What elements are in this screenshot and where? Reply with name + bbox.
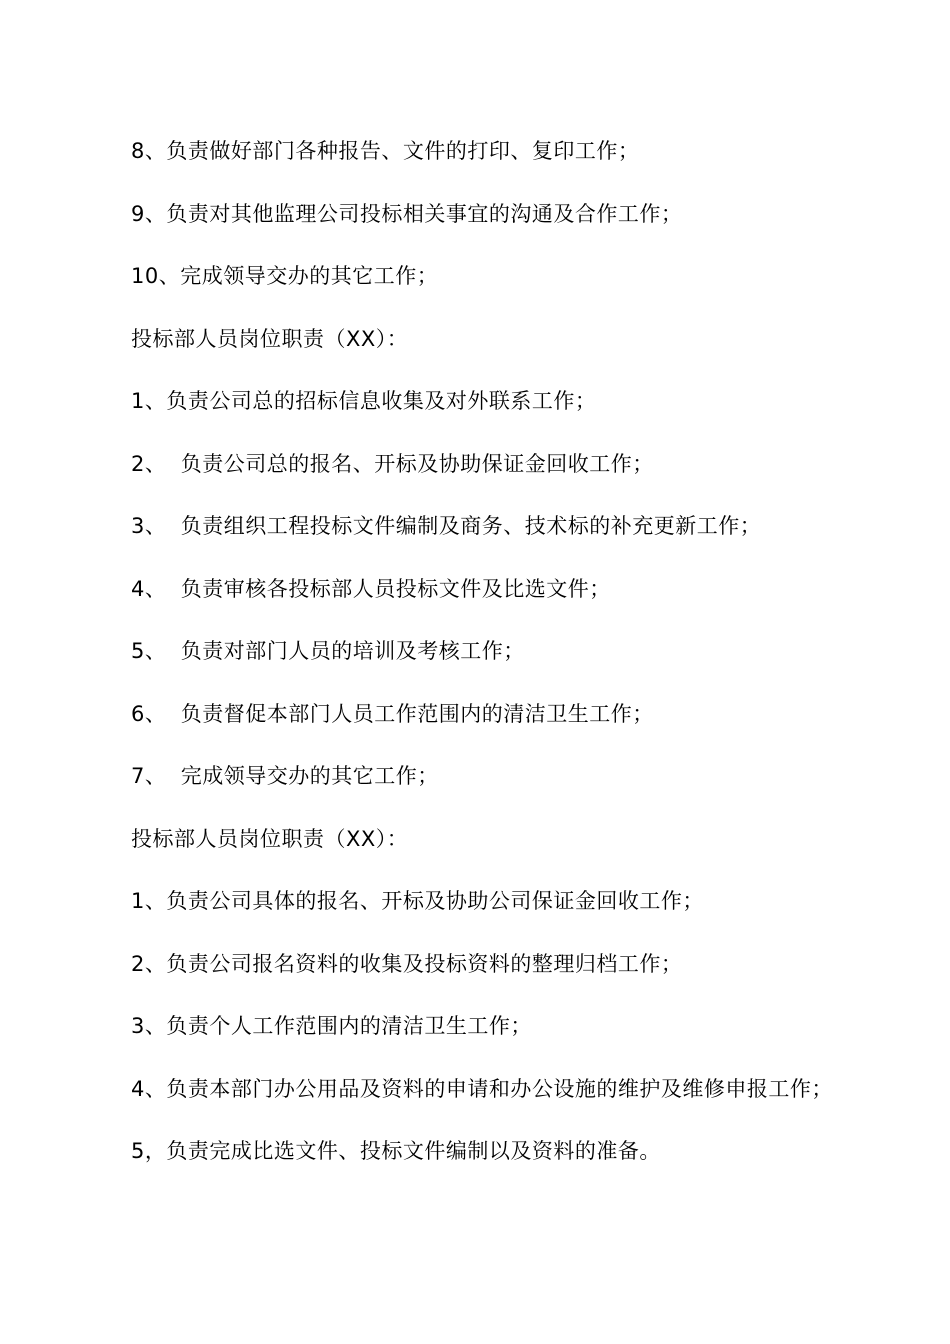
- text-line: 3、 负责组织工程投标文件编制及商务、技术标的补充更新工作；: [131, 514, 762, 538]
- text-line: 2、负责公司报名资料的收集及投标资料的整理归档工作；: [131, 951, 683, 976]
- text-line: 1、负责公司具体的报名、开标及协助公司保证金回收工作；: [131, 889, 704, 913]
- text-line: 2、 负责公司总的报名、开标及协助保证金回收工作；: [131, 451, 654, 476]
- text-line: 4、负责本部门办公用品及资料的申请和办公设施的维护及维修申报工作；: [131, 1076, 833, 1101]
- text-line: 5，负责完成比选文件、投标文件编制以及资料的准备。: [131, 1139, 661, 1163]
- text-line: 4、 负责审核各投标部人员投标文件及比选文件；: [131, 576, 611, 601]
- text-line: 9、负责对其他监理公司投标相关事宜的沟通及合作工作；: [131, 201, 683, 226]
- section-heading: 投标部人员岗位职责（XX）：: [131, 826, 409, 851]
- section-heading: 投标部人员岗位职责（XX）：: [131, 326, 409, 351]
- text-line: 3、负责个人工作范围内的清洁卫生工作；: [131, 1014, 532, 1038]
- text-line: 6、 负责督促本部门人员工作范围内的清洁卫生工作；: [131, 701, 654, 726]
- text-line: 8、负责做好部门各种报告、文件的打印、复印工作；: [131, 139, 640, 163]
- text-line: 10、完成领导交办的其它工作；: [131, 264, 439, 288]
- document-body: [131, 133, 931, 1196]
- text-line: 7、 完成领导交办的其它工作；: [131, 764, 439, 788]
- text-line: 5、 负责对部门人员的培训及考核工作；: [131, 639, 525, 663]
- text-line: 1、负责公司总的招标信息收集及对外联系工作；: [131, 389, 597, 413]
